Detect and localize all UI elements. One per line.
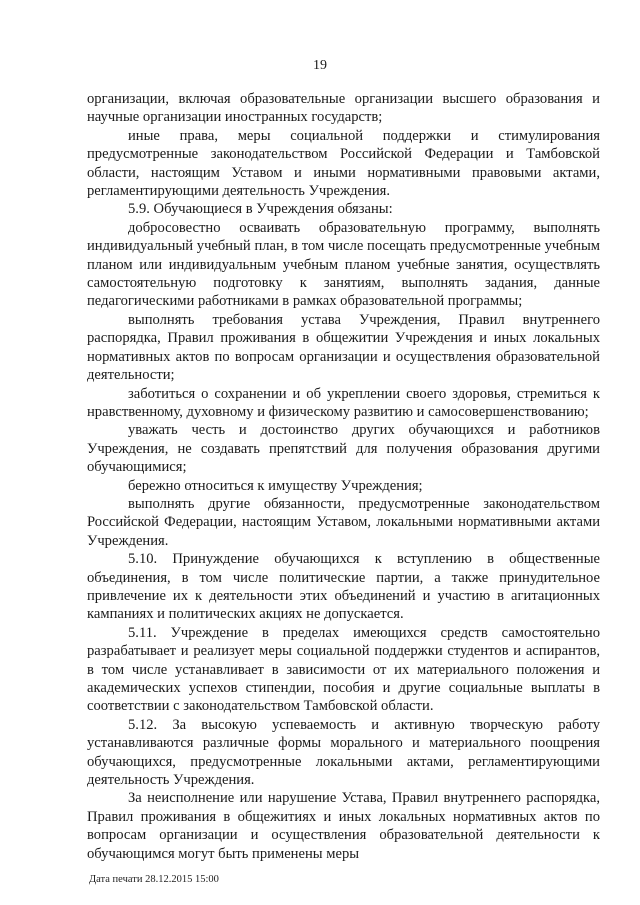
section-5-11: 5.11. Учреждение в пределах имеющихся средств самостоятельно разрабатывает и реализует меры социальной поддержки студентов и аспирантов, в том числе устанавливает в зависимости от их материального положения и академических успехов стипендии, пособия и другие социальные выплаты в соответствии с законодательством Тамбовской области.: [87, 624, 600, 715]
body-text: [87, 90, 600, 863]
paragraph-duty-respect: уважать честь и достоинство других обучающихся и работников Учреждения, не создавать препятствий для получения образования другими обучающимися;: [87, 422, 600, 476]
paragraph-duty-rules: выполнять требования устава Учреждения, Правил внутреннего распорядка, Правил проживания в общежитии Учреждения и иных локальных нормативных актов по вопросам организации и осуществления образовательной деятельности;: [87, 311, 600, 384]
paragraph-duty-other: выполнять другие обязанности, предусмотренные законодательством Российской Федерации, настоящим Уставом, локальными нормативными актами Учреждения.: [87, 495, 600, 549]
section-5-12: 5.12. За высокую успеваемость и активную творческую работу устанавливаются различные формы морального и материального поощрения обучающихся, предусмотренные локальными актами, регламентирующими деятельность Учреждения.: [87, 716, 600, 789]
paragraph-violations: За неисполнение или нарушение Устава, Правил внутреннего распорядка, Правил проживания в общежитиях и иных локальных нормативных актов по вопросам организации и осуществления образовательной деятельности к обучающимся могут быть применены меры: [87, 790, 600, 862]
page-number: 19: [313, 58, 327, 73]
paragraph-duty-study: добросовестно осваивать образовательную программу, выполнять индивидуальный учебный план, в том числе посещать предусмотренные учебным планом или индивидуальным учебным планом учебные занятия, осуществлять самостоятельную подготовку к занятиям, выполнять задания, данные педагогическими работниками в рамках образовательной программы;: [87, 219, 600, 310]
paragraph-duty-property: бережно относиться к имуществу Учреждения;: [128, 477, 423, 494]
section-5-10: 5.10. Принуждение обучающихся к вступлению в общественные объединения, в том числе политические партии, а также принудительное привлечение их к деятельности этих объединений и участию в агитационных кампаниях и политических акциях не допускается.: [87, 551, 600, 623]
paragraph-duty-health: заботиться о сохранении и об укреплении своего здоровья, стремиться к нравственному, духовному и физическому развитию и самосовершенствованию;: [87, 385, 600, 420]
paragraph-continuation: организации, включая образовательные организации высшего образования и научные организации иностранных государств;: [87, 91, 600, 126]
print-date-footer: Дата печати 28.12.2015 15:00: [89, 874, 219, 885]
paragraph-other-rights: иные права, меры социальной поддержки и стимулирования предусмотренные законодательством Российской Федерации и Тамбовской области, настоящим Уставом и иными нормативными правовыми актами, регламентирующими деятельность Учреждения.: [87, 127, 600, 200]
section-heading-5-9: 5.9. Обучающиеся в Учреждения обязаны:: [128, 201, 393, 218]
